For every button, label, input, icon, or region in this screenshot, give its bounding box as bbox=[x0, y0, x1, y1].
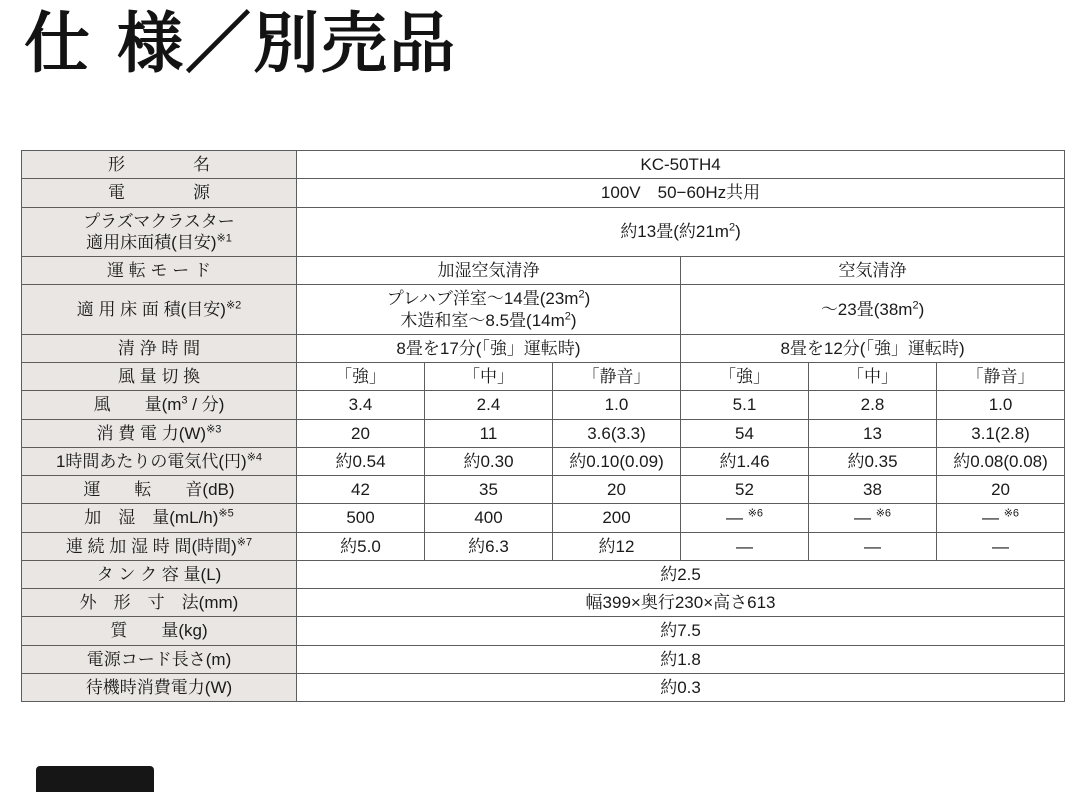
cell-operation-mode-2: 空気清浄 bbox=[681, 257, 1065, 285]
cell-operating-sound-1: 42 bbox=[297, 476, 425, 504]
row-label-power-consumption: 消 費 電 力$(W)^{※3}$ bbox=[22, 419, 297, 447]
spec-table bbox=[21, 150, 1065, 702]
cell-power-cord-length-1: 約1.8 bbox=[297, 645, 1065, 673]
cell-hourly-electricity-cost-5: 約0.35 bbox=[809, 447, 937, 475]
cell-model-name-1: KC-50TH4 bbox=[297, 151, 1065, 179]
cell-humidification-amount-3: 200 bbox=[553, 504, 681, 532]
row-label-power-source: 電 源 bbox=[22, 179, 297, 207]
table-row bbox=[22, 151, 1065, 179]
cell-continuous-humidification-time-6: — bbox=[937, 532, 1065, 560]
cell-operating-sound-2: 35 bbox=[425, 476, 553, 504]
cell-airflow-volume-4: 5.1 bbox=[681, 391, 809, 419]
cell-power-consumption-2: 11 bbox=[425, 419, 553, 447]
row-label-hourly-electricity-cost: 1時間あたりの電気代(円)$^{※4}$ bbox=[22, 447, 297, 475]
table-row bbox=[22, 179, 1065, 207]
cell-humidification-amount-1: 500 bbox=[297, 504, 425, 532]
cell-airflow-switch-2: 「中」 bbox=[425, 363, 553, 391]
table-row bbox=[22, 673, 1065, 701]
spec-table-wrap bbox=[21, 150, 1064, 702]
table-row bbox=[22, 617, 1065, 645]
cell-humidification-amount-2: 400 bbox=[425, 504, 553, 532]
row-label-applicable-floor-area: 適 用 床 面 積(目安)$^{※2}$ bbox=[22, 285, 297, 335]
cell-hourly-electricity-cost-6: 約0.08(0.08) bbox=[937, 447, 1065, 475]
cell-continuous-humidification-time-4: — bbox=[681, 532, 809, 560]
table-row bbox=[22, 447, 1065, 475]
cell-hourly-electricity-cost-3: 約0.10(0.09) bbox=[553, 447, 681, 475]
cell-continuous-humidification-time-1: 約5.0 bbox=[297, 532, 425, 560]
cell-humidification-amount-4: — $^{※6}$ bbox=[681, 504, 809, 532]
cell-plasmacluster-floor-area-1: 約13畳(約$21m^2$) bbox=[297, 207, 1065, 257]
cell-operation-mode-1: 加湿空気清浄 bbox=[297, 257, 681, 285]
row-label-model-name: 形 名 bbox=[22, 151, 297, 179]
cell-operating-sound-5: 38 bbox=[809, 476, 937, 504]
cell-applicable-floor-area-2: 〜23畳$(38m^2)$ bbox=[681, 285, 1065, 335]
table-row bbox=[22, 476, 1065, 504]
cell-airflow-volume-3: 1.0 bbox=[553, 391, 681, 419]
cell-power-consumption-6: 3.1(2.8) bbox=[937, 419, 1065, 447]
cell-power-consumption-4: 54 bbox=[681, 419, 809, 447]
cell-operating-sound-4: 52 bbox=[681, 476, 809, 504]
cell-hourly-electricity-cost-2: 約0.30 bbox=[425, 447, 553, 475]
cell-continuous-humidification-time-5: — bbox=[809, 532, 937, 560]
table-row bbox=[22, 334, 1065, 362]
table-row bbox=[22, 504, 1065, 532]
cell-continuous-humidification-time-3: 約12 bbox=[553, 532, 681, 560]
cell-tank-capacity-1: 約2.5 bbox=[297, 560, 1065, 588]
table-row bbox=[22, 645, 1065, 673]
row-label-plasmacluster-floor-area: プラズマクラスター 適用床面積(目安)$^{※1}$ bbox=[22, 207, 297, 257]
table-row bbox=[22, 363, 1065, 391]
cell-external-dimensions-1: 幅399×奥行230×高さ613 bbox=[297, 589, 1065, 617]
row-label-external-dimensions: 外 形 寸 法(mm) bbox=[22, 589, 297, 617]
table-row bbox=[22, 560, 1065, 588]
cell-power-consumption-1: 20 bbox=[297, 419, 425, 447]
cell-airflow-volume-5: 2.8 bbox=[809, 391, 937, 419]
cell-weight-1: 約7.5 bbox=[297, 617, 1065, 645]
cell-power-consumption-5: 13 bbox=[809, 419, 937, 447]
cell-cleaning-time-2: 8畳を12分(「強」運転時) bbox=[681, 334, 1065, 362]
row-label-standby-power-consumption: 待機時消費電力(W) bbox=[22, 673, 297, 701]
page-bottom-tab bbox=[36, 766, 154, 792]
table-row bbox=[22, 391, 1065, 419]
cell-applicable-floor-area-1: プレハブ洋室〜14畳$(23m^2)$ 木造和室〜8.5畳$(14m^2)$ bbox=[297, 285, 681, 335]
cell-airflow-volume-1: 3.4 bbox=[297, 391, 425, 419]
cell-hourly-electricity-cost-1: 約0.54 bbox=[297, 447, 425, 475]
row-label-airflow-switch: 風 量 切 換 bbox=[22, 363, 297, 391]
table-row bbox=[22, 589, 1065, 617]
row-label-power-cord-length: 電源コード長さ(m) bbox=[22, 645, 297, 673]
cell-airflow-volume-6: 1.0 bbox=[937, 391, 1065, 419]
cell-hourly-electricity-cost-4: 約1.46 bbox=[681, 447, 809, 475]
cell-airflow-switch-1: 「強」 bbox=[297, 363, 425, 391]
cell-airflow-volume-2: 2.4 bbox=[425, 391, 553, 419]
cell-humidification-amount-5: — $^{※6}$ bbox=[809, 504, 937, 532]
cell-operating-sound-6: 20 bbox=[937, 476, 1065, 504]
cell-standby-power-consumption-1: 約0.3 bbox=[297, 673, 1065, 701]
table-row bbox=[22, 257, 1065, 285]
cell-continuous-humidification-time-2: 約6.3 bbox=[425, 532, 553, 560]
row-label-weight: 質 量(kg) bbox=[22, 617, 297, 645]
row-label-tank-capacity: タ ン ク 容 量(L) bbox=[22, 560, 297, 588]
table-row bbox=[22, 419, 1065, 447]
row-label-operation-mode: 運 転 モ ー ド bbox=[22, 257, 297, 285]
cell-power-consumption-3: 3.6(3.3) bbox=[553, 419, 681, 447]
cell-power-source-1: 100V 50−60Hz共用 bbox=[297, 179, 1065, 207]
row-label-continuous-humidification-time: 連 続 加 湿 時 間(時間)$^{※7}$ bbox=[22, 532, 297, 560]
page-title: 仕 様／別売品 bbox=[24, 5, 457, 82]
cell-airflow-switch-3: 「静音」 bbox=[553, 363, 681, 391]
table-row bbox=[22, 207, 1065, 257]
cell-operating-sound-3: 20 bbox=[553, 476, 681, 504]
cell-cleaning-time-1: 8畳を17分(「強」運転時) bbox=[297, 334, 681, 362]
cell-airflow-switch-5: 「中」 bbox=[809, 363, 937, 391]
row-label-airflow-volume: 風 量($m^3$ / 分) bbox=[22, 391, 297, 419]
row-label-cleaning-time: 清 浄 時 間 bbox=[22, 334, 297, 362]
table-row bbox=[22, 532, 1065, 560]
row-label-operating-sound: 運 転 音(dB) bbox=[22, 476, 297, 504]
cell-airflow-switch-6: 「静音」 bbox=[937, 363, 1065, 391]
table-row bbox=[22, 285, 1065, 335]
cell-humidification-amount-6: — $^{※6}$ bbox=[937, 504, 1065, 532]
cell-airflow-switch-4: 「強」 bbox=[681, 363, 809, 391]
row-label-humidification-amount: 加 湿 量$(mL/h)^{※5}$ bbox=[22, 504, 297, 532]
